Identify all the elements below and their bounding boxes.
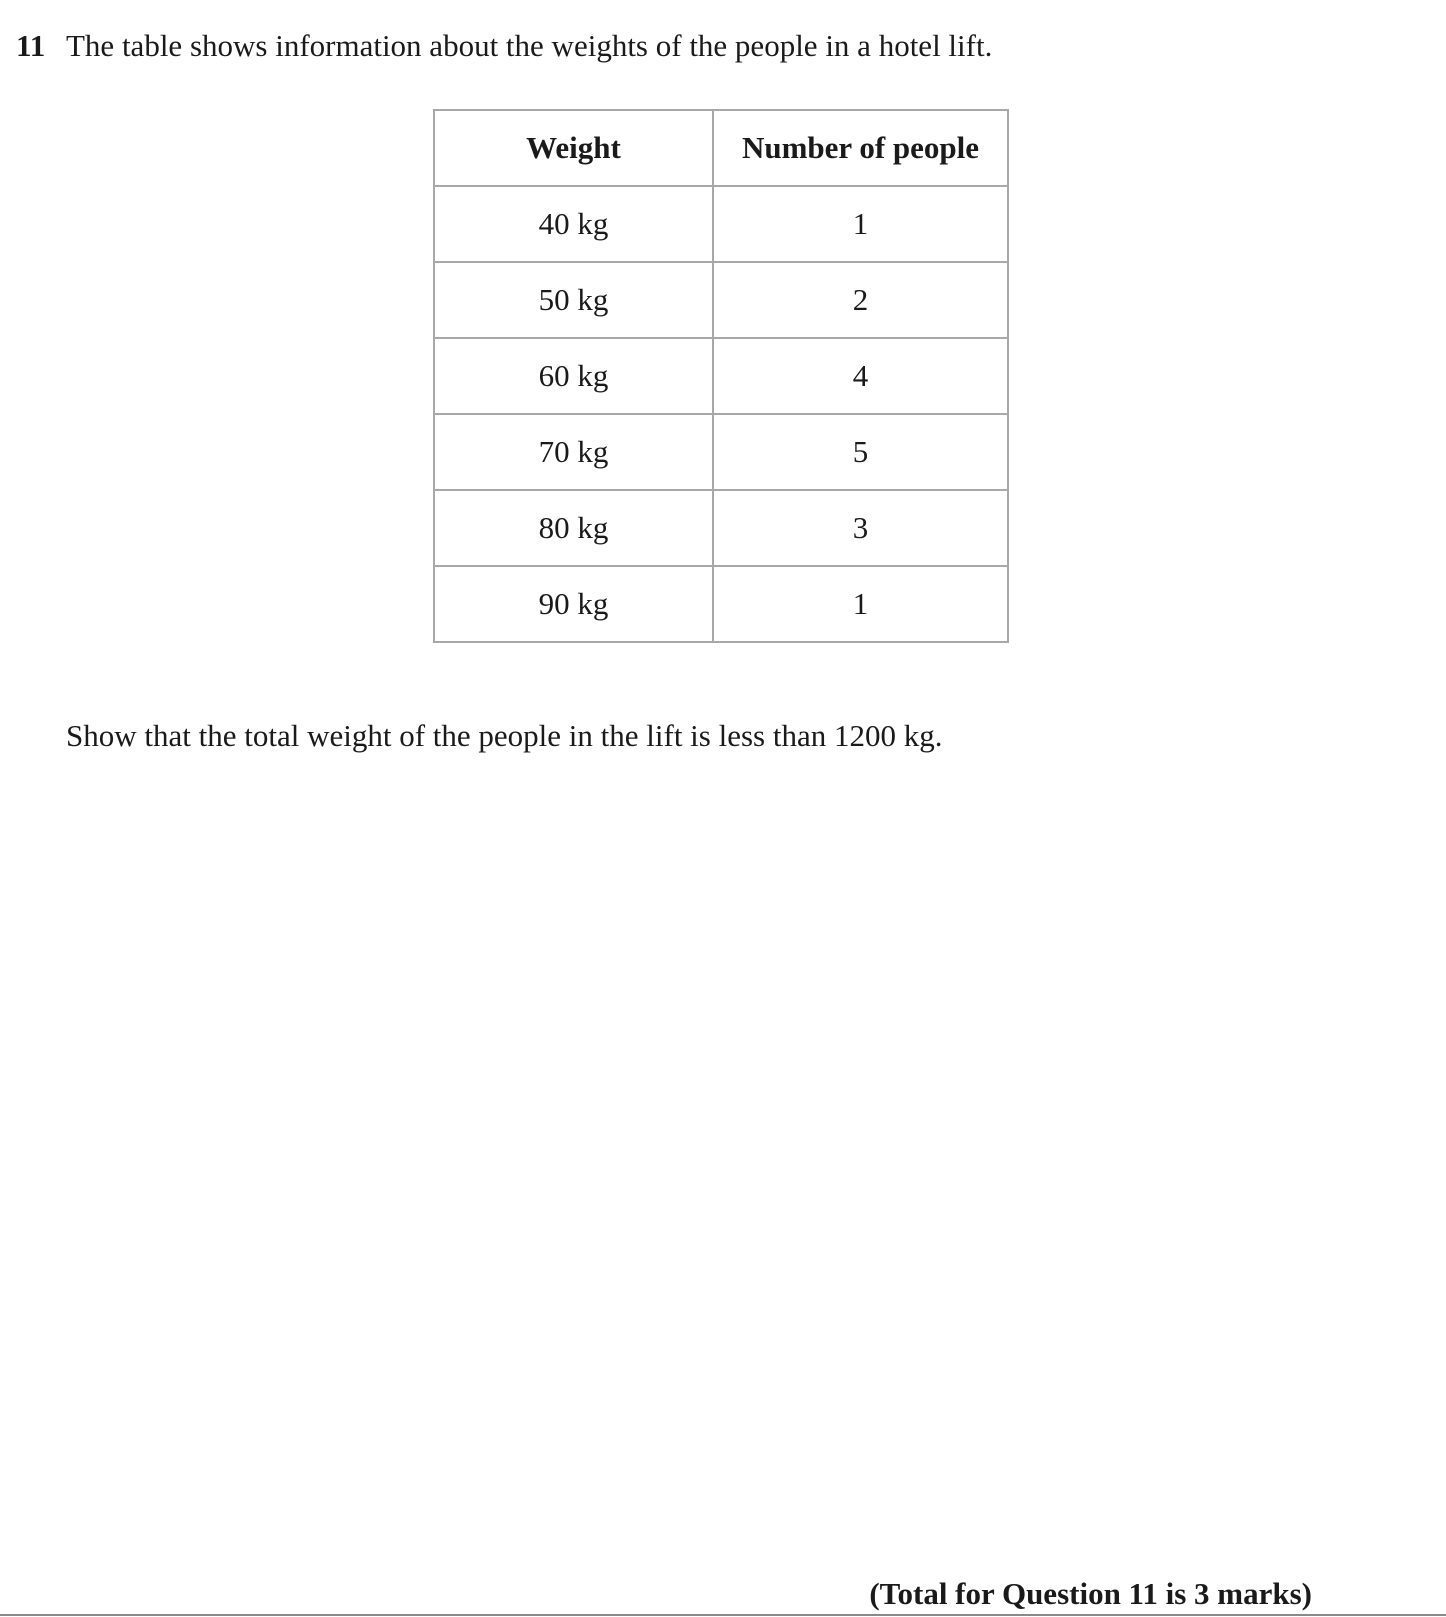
- question-number: 11: [16, 28, 46, 63]
- weight-cell: 70 kg: [434, 414, 713, 490]
- people-cell: 1: [713, 186, 1008, 262]
- people-cell: 2: [713, 262, 1008, 338]
- table-row: [434, 414, 1008, 490]
- weight-cell: 90 kg: [434, 566, 713, 642]
- table-row: [434, 566, 1008, 642]
- question-text: The table shows information about the weights of the people in a hotel lift.: [66, 28, 993, 63]
- header-weight: Weight: [434, 110, 713, 186]
- weight-cell: 40 kg: [434, 186, 713, 262]
- total-marks: (Total for Question 11 is 3 marks): [869, 1576, 1312, 1611]
- table-row: [434, 262, 1008, 338]
- table-row: [434, 338, 1008, 414]
- table-row: [434, 186, 1008, 262]
- question-header: [16, 26, 992, 66]
- people-cell: 5: [713, 414, 1008, 490]
- people-cell: 3: [713, 490, 1008, 566]
- header-number-of-people: Number of people: [713, 110, 1008, 186]
- people-cell: 1: [713, 566, 1008, 642]
- weight-cell: 80 kg: [434, 490, 713, 566]
- weight-cell: 60 kg: [434, 338, 713, 414]
- weights-table: [433, 109, 1009, 643]
- bottom-divider: [0, 1614, 1446, 1616]
- people-cell: 4: [713, 338, 1008, 414]
- instruction-text: Show that the total weight of the people in the lift is less than 1200 kg.: [66, 718, 943, 753]
- table-row: [434, 490, 1008, 566]
- table-header-row: [434, 110, 1008, 186]
- weight-cell: 50 kg: [434, 262, 713, 338]
